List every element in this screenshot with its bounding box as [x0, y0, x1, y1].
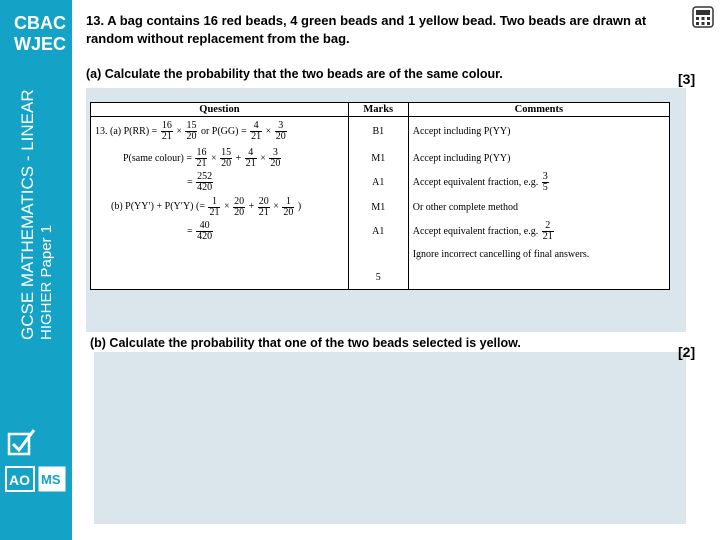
markscheme-mark-cell: M1	[348, 195, 408, 219]
markscheme-question-cell: P(same colour) = $\frac{16}{21}$ × $\frac{15}{20}$ + $\frac{4}{21}$ × $\frac{3}{20}$	[91, 146, 349, 170]
header-marks: Marks	[348, 103, 408, 117]
markscheme-comment-cell: Or other complete method	[408, 195, 669, 219]
markscheme-question-cell: 13. (a) P(RR) = $\frac{16}{21}$ × $\frac{15}{20}$ or P(GG) = $\frac{4}{21}$ × $\frac{3}{20}$	[91, 117, 349, 147]
fraction: $\frac{3}{20}$	[270, 147, 281, 170]
calculator-icon[interactable]	[692, 6, 714, 28]
markscheme-question-cell: = $\frac{40}{420}$	[91, 219, 349, 243]
fraction: $\frac{16}{21}$	[196, 147, 207, 170]
answer-area-b[interactable]	[94, 352, 686, 524]
header-comments: Comments	[408, 103, 669, 117]
markscheme-question-cell: (b) P(YY′) + P(Y′Y) (= $\frac{1}{21}$ × $\frac{20}{20}$ + $\frac{20}{21}$ × $\frac{1}{20}$ )	[91, 195, 349, 219]
markscheme-mark-cell	[348, 243, 408, 266]
fraction: $\frac{1}{20}$	[283, 195, 294, 218]
markscheme-comment-cell: Accept equivalent fraction, e.g. $\frac{3}{5}$	[408, 171, 669, 195]
markscheme-question-cell: = $\frac{252}{420}$	[91, 171, 349, 195]
fraction: $\frac{3}{5}$	[542, 171, 548, 194]
markscheme-row	[91, 195, 670, 219]
markscheme-comment-cell	[408, 266, 669, 289]
markscheme-row	[91, 171, 670, 195]
markscheme-row	[91, 146, 670, 170]
fraction: $\frac{15}{20}$	[221, 147, 232, 170]
part-a-marks: [3]	[678, 71, 696, 87]
header-question: Question	[91, 103, 349, 117]
ao1-icon	[5, 466, 35, 497]
markscheme-comment-cell: Ignore incorrect cancelling of final answers.	[408, 243, 669, 266]
fraction: $\frac{1}{21}$	[209, 195, 220, 218]
svg-text:MS: MS	[41, 472, 61, 487]
markscheme-row	[91, 219, 670, 243]
markscheme-comment-cell: Accept including P(YY)	[408, 117, 669, 147]
logo-line2: WJEC	[14, 34, 67, 54]
cbac-wjec-logo	[14, 10, 70, 54]
fraction: $\frac{4}{21}$	[245, 147, 256, 170]
part-b-marks: [2]	[678, 344, 696, 360]
sidebar-title: GCSE MATHEMATICS - LINEAR	[18, 89, 37, 340]
markscheme-mark-cell: A1	[348, 171, 408, 195]
question-text: 13. A bag contains 16 red beads, 4 green beads and 1 yellow bead. Two beads are drawn at random without replacement from the bag.	[86, 13, 647, 46]
checkbox-tick-icon	[6, 428, 36, 463]
fraction: $\frac{4}{21}$	[251, 120, 262, 143]
markscheme-row	[91, 117, 670, 147]
markscheme-mark-cell: 5	[348, 266, 408, 289]
fraction: $\frac{15}{20}$	[186, 120, 197, 143]
markscheme-mark-cell: M1	[348, 146, 408, 170]
svg-text:AO: AO	[9, 472, 30, 488]
markscheme-row	[91, 266, 670, 289]
markscheme-comment-cell: Accept equivalent fraction, e.g. $\frac{2}{21}$	[408, 219, 669, 243]
fraction: $\frac{20}{21}$	[258, 195, 269, 218]
fraction: $\frac{16}{21}$	[161, 120, 172, 143]
fraction: $\frac{252}{420}$	[197, 171, 213, 194]
ms-icon	[38, 466, 66, 497]
markscheme-comment-cell: Accept including P(YY)	[408, 146, 669, 170]
fraction: $\frac{2}{21}$	[542, 219, 553, 242]
markscheme-table	[90, 102, 670, 290]
fraction: $\frac{3}{20}$	[275, 120, 286, 143]
sidebar	[0, 0, 72, 540]
markscheme-row	[91, 243, 670, 266]
markscheme-mark-cell: A1	[348, 219, 408, 243]
fraction: $\frac{40}{420}$	[197, 219, 213, 242]
logo-line1: CBAC	[14, 13, 66, 33]
markscheme-question-cell	[91, 266, 349, 289]
markscheme-header	[91, 103, 670, 117]
markscheme-question-cell	[91, 243, 349, 266]
markscheme-mark-cell: B1	[348, 117, 408, 147]
fraction: $\frac{20}{20}$	[234, 195, 245, 218]
part-b-prompt: (b) Calculate the probability that one of the two beads selected is yellow.	[90, 336, 521, 350]
part-a-prompt: (a) Calculate the probability that the two beads are of the same colour.	[86, 67, 503, 81]
sidebar-subtitle: HIGHER Paper 1	[38, 224, 55, 340]
